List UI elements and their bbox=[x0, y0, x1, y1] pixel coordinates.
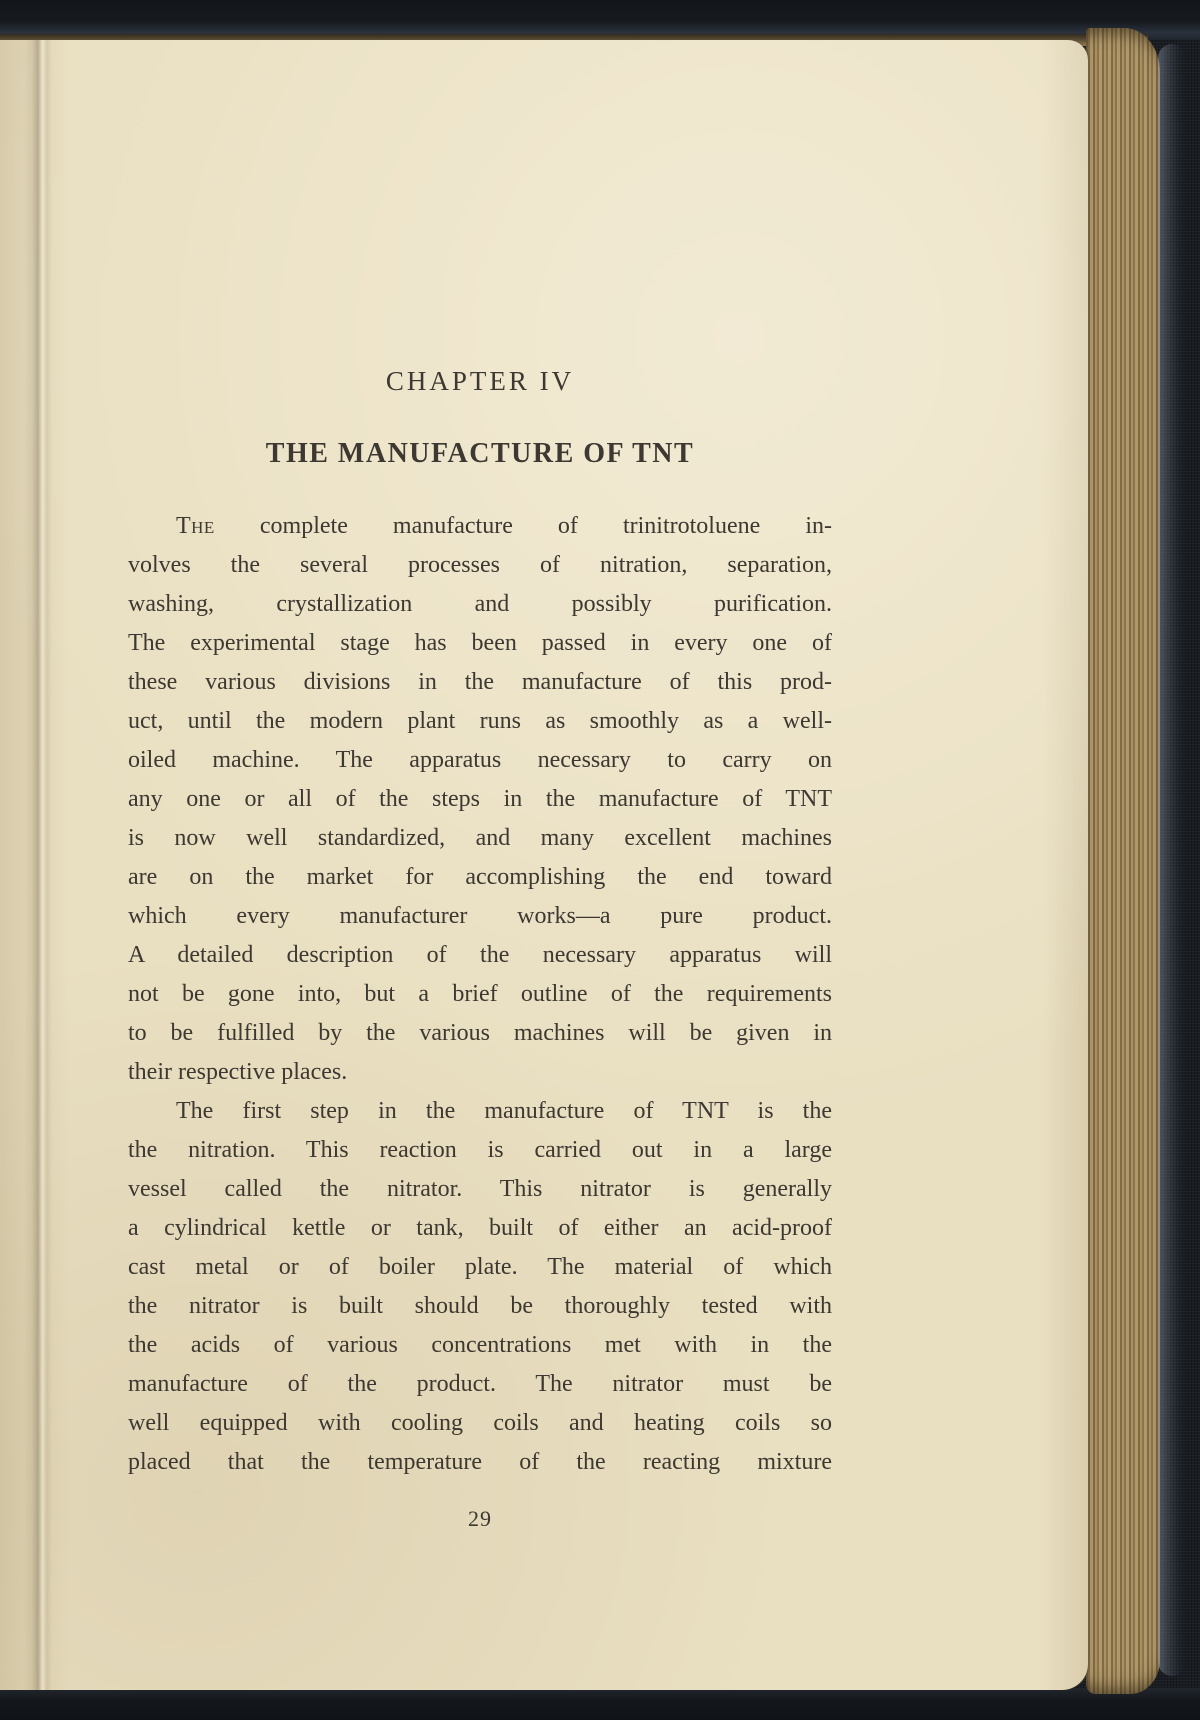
text-line: are on the market for accomplishing the end toward bbox=[128, 864, 832, 890]
text-line: which every manufacturer works—a pure product. bbox=[128, 903, 832, 929]
cover-edge-highlight bbox=[1158, 44, 1186, 1676]
text-line: manufacture of the product. The nitrator must be bbox=[128, 1371, 832, 1397]
text-line: is now well standardized, and many excellent machines bbox=[128, 825, 832, 851]
text-line: washing, crystallization and possibly purification. bbox=[128, 591, 832, 617]
book-cover-bottom bbox=[0, 1688, 1200, 1720]
lead-word: The bbox=[176, 513, 215, 539]
page-title: THE MANUFACTURE OF TNT bbox=[265, 438, 695, 469]
text-line: any one or all of the steps in the manufacture of TNT bbox=[128, 786, 832, 812]
text-line: volves the several processes of nitration, separation, bbox=[128, 552, 832, 578]
book-page bbox=[0, 40, 1088, 1690]
text-line: a cylindrical kettle or tank, built of either an acid-proof bbox=[128, 1215, 832, 1241]
text-line: the nitration. This reaction is carried out in a large bbox=[128, 1137, 832, 1163]
text-line: The first step in the manufacture of TNT is the bbox=[176, 1098, 832, 1124]
text-line: vessel called the nitrator. This nitrator is generally bbox=[128, 1176, 832, 1202]
page-content bbox=[128, 365, 832, 1532]
text-line: their respective places. bbox=[128, 1059, 348, 1085]
body-text bbox=[128, 507, 832, 1482]
text-line: The experimental stage has been passed in every one of bbox=[128, 630, 832, 656]
text-line: cast metal or of boiler plate. The material of which bbox=[128, 1254, 832, 1280]
gutter-crease bbox=[24, 40, 52, 1690]
text-line: well equipped with cooling coils and heating coils so bbox=[128, 1410, 832, 1436]
paragraph bbox=[128, 507, 832, 1092]
text-line: the nitrator is built should be thoroughly tested with bbox=[128, 1293, 832, 1319]
text-line: these various divisions in the manufacture of this prod- bbox=[128, 669, 832, 695]
text-line: the acids of various concentrations met with in the bbox=[128, 1332, 832, 1358]
paragraph bbox=[128, 1092, 832, 1482]
chapter-heading: CHAPTER IV bbox=[385, 366, 575, 396]
text-line: not be gone into, but a brief outline of the requirements bbox=[128, 981, 832, 1007]
text-line: to be fulfilled by the various machines will be given in bbox=[128, 1020, 832, 1046]
page-stack-fore-edge bbox=[1086, 28, 1160, 1694]
text-line: A detailed description of the necessary apparatus will bbox=[128, 942, 832, 968]
text-line: The complete manufacture of trinitrotoluene in- bbox=[176, 513, 832, 539]
text-line: uct, until the modern plant runs as smoothly as a well- bbox=[128, 708, 832, 734]
text-line: placed that the temperature of the reacting mixture bbox=[128, 1449, 832, 1475]
page-number: 29 bbox=[468, 1506, 492, 1531]
text-line: oiled machine. The apparatus necessary to carry on bbox=[128, 747, 832, 773]
